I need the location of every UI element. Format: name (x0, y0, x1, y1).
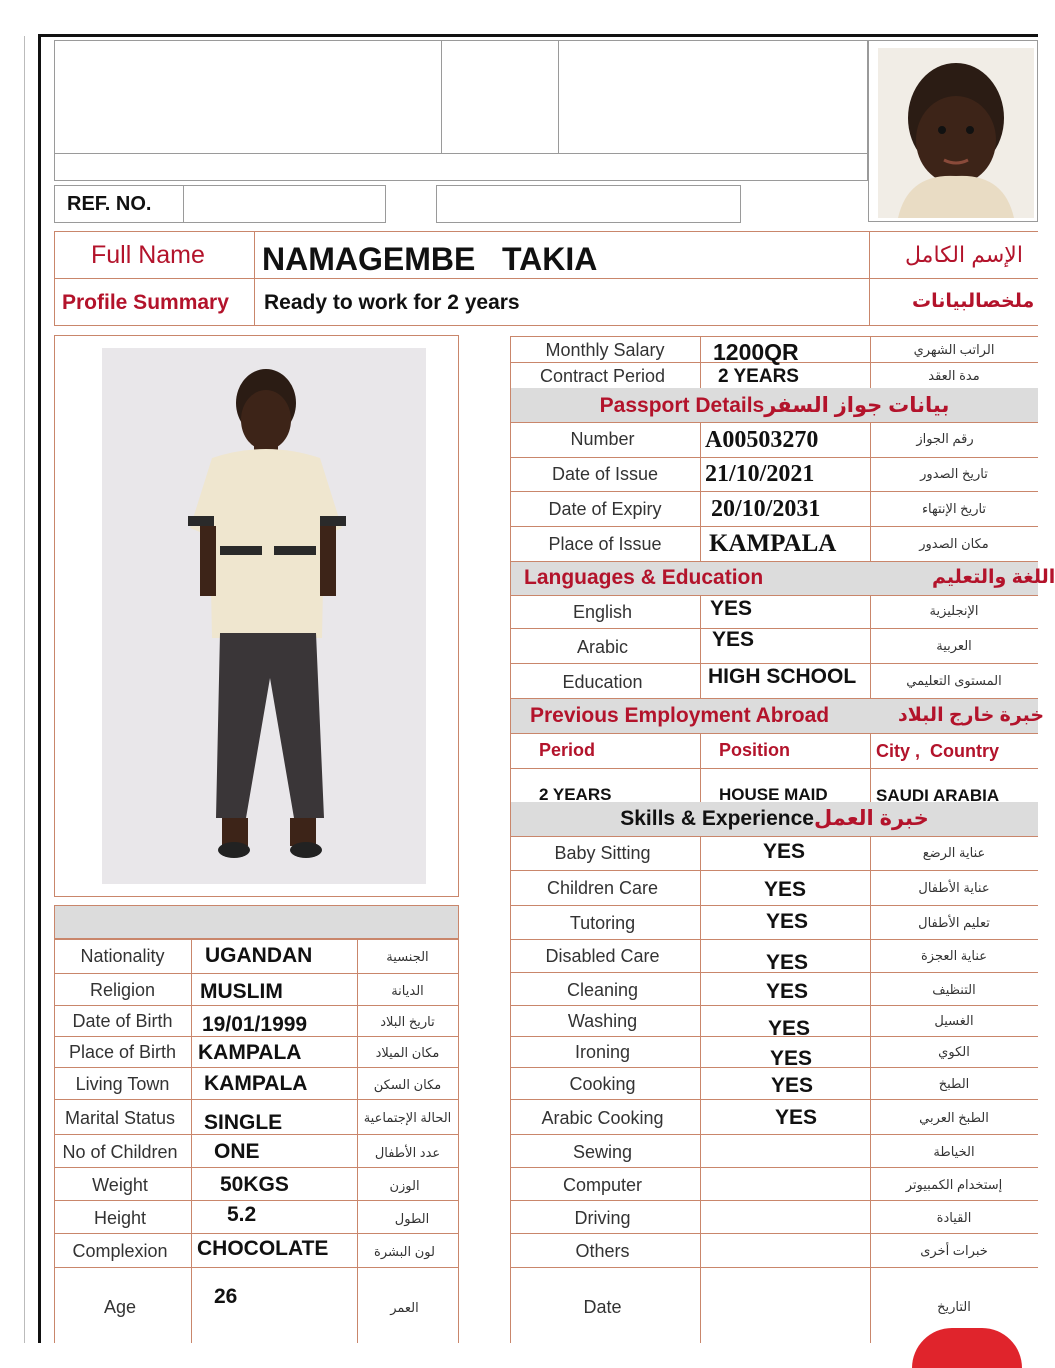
header-divider-h (54, 153, 868, 154)
header-divider-1 (441, 40, 442, 154)
skill-arabic-baby-sitting: عناية الرضع (922, 845, 986, 860)
header-divider-2 (558, 40, 559, 154)
full-name-value: NAMAGEMBE TAKIA (262, 241, 598, 277)
skill-label-disabled-care: Disabled Care (545, 946, 660, 966)
name-block-mid (54, 278, 1038, 279)
right-row-divider (510, 939, 1038, 940)
contract-label-period: Contract Period (539, 366, 666, 386)
right-row-divider (510, 1005, 1038, 1006)
right-row-divider (510, 1134, 1038, 1135)
skill-label-arabic-cooking: Arabic Cooking (541, 1108, 664, 1128)
personal-arabic-height: الطول (394, 1211, 430, 1226)
skill-value-baby-sitting: YES (763, 840, 806, 863)
skill-value-children-care: YES (764, 878, 807, 901)
profile-summary-value: Ready to work for 2 years (264, 291, 520, 314)
personal-arabic-no-of-children: عدد الأطفال (374, 1145, 441, 1160)
employment-country: SAUDI ARABIA (876, 786, 1000, 805)
contract-label-salary: Monthly Salary (545, 340, 665, 360)
personal-arabic-weight: الوزن (389, 1178, 420, 1193)
right-row-divider (510, 526, 1038, 527)
passport-label-place: Place of Issue (548, 534, 662, 554)
skill-arabic-computer: إستخدام الكمبيوتر (905, 1177, 1003, 1192)
personal-row-divider (54, 1267, 459, 1268)
personal-arabic-nationality: الجنسية (386, 949, 429, 964)
contract-value-salary: 1200QR (713, 339, 799, 365)
lang-label-arabic: Arabic (576, 637, 629, 657)
personal-row-divider (54, 1099, 459, 1100)
right-row-divider (510, 1267, 1038, 1268)
employment-position: HOUSE MAID (719, 785, 828, 804)
skill-arabic-cooking: الطبخ (938, 1076, 970, 1091)
skill-value-ironing: YES (770, 1047, 813, 1070)
skill-arabic-cleaning: التنظيف (932, 982, 976, 997)
lang-value-education: HIGH SCHOOL (708, 665, 857, 688)
personal-label-nationality: Nationality (80, 946, 165, 966)
personal-row-divider (54, 1233, 459, 1234)
personal-value-date-of-birth: 19/01/1999 (202, 1013, 308, 1036)
lang-value-english: YES (710, 597, 753, 620)
personal-label-height: Height (93, 1208, 147, 1228)
full-name-label: Full Name (91, 241, 205, 269)
personal-arabic-age: العمر (390, 1300, 419, 1315)
skill-label-cooking: Cooking (569, 1074, 636, 1094)
employment-title: Previous Employment Abroad (530, 704, 830, 727)
personal-value-height: 5.2 (227, 1203, 257, 1226)
page-left-rule (24, 36, 25, 1343)
personal-value-age: 26 (214, 1285, 238, 1308)
passport-value-expiry: 20/10/2031 (711, 496, 821, 522)
personal-arabic-marital-status: الحالة الإجتماعية (363, 1110, 452, 1125)
employment-col-position: Position (719, 740, 790, 760)
personal-row-divider (54, 1067, 459, 1068)
personal-row-divider (54, 973, 459, 974)
skill-value-disabled-care: YES (766, 951, 809, 974)
personal-row-divider (54, 1005, 459, 1006)
header-box (54, 40, 868, 181)
skills-title-ar: خبرة العمل (814, 807, 929, 830)
skill-arabic-disabled-care: عناية العجزة (920, 948, 988, 963)
personal-arabic-living-town: مكان السكن (373, 1077, 442, 1092)
skill-arabic-driving: القيادة (936, 1210, 972, 1225)
passport-label-expiry: Date of Expiry (548, 499, 662, 519)
name-block-col2 (869, 231, 870, 326)
skill-label-ironing: Ironing (574, 1042, 631, 1062)
right-row-divider (510, 628, 1038, 629)
employment-col-city: City , Country (876, 741, 1000, 761)
right-col-divider (700, 422, 701, 562)
lang-arabic-arabic: العربية (936, 638, 972, 653)
personal-value-religion: MUSLIM (200, 980, 283, 1003)
right-row-divider (510, 1200, 1038, 1201)
page-frame-top (38, 34, 1038, 37)
personal-value-place-of-birth: KAMPALA (198, 1041, 302, 1064)
portrait-photo (878, 48, 1034, 218)
profile-summary-label: Profile Summary (62, 291, 229, 314)
ref-number-field (183, 185, 386, 223)
personal-row-divider (54, 1167, 459, 1168)
personal-value-marital-status: SINGLE (204, 1111, 283, 1134)
passport-label-issue: Date of Issue (551, 464, 659, 484)
skill-label-baby-sitting: Baby Sitting (554, 843, 651, 863)
ref-extra-field (436, 185, 741, 223)
profile-summary-arabic: ملخصالبيانات (912, 291, 1035, 312)
passport-title (511, 393, 1038, 418)
skill-arabic-sewing: الخياطة (933, 1144, 975, 1159)
right-col-divider (700, 595, 701, 699)
full-body-photo (102, 348, 426, 884)
skill-arabic-others: خبرات أخرى (920, 1243, 988, 1258)
skill-arabic-tutoring: تعليم الأطفال (918, 915, 990, 930)
skill-label-cleaning: Cleaning (566, 980, 639, 1000)
skill-value-tutoring: YES (766, 910, 809, 933)
passport-title-ar: بيانات جواز السفر (764, 394, 950, 417)
right-row-divider (510, 491, 1038, 492)
right-row-divider (510, 1233, 1038, 1234)
employment-col-period: Period (539, 740, 596, 760)
full-name-arabic: الإسم الكامل (905, 242, 1023, 267)
personal-label-place-of-birth: Place of Birth (68, 1042, 177, 1062)
lang-label-english: English (572, 602, 633, 622)
lang-arabic-english: الإنجليزية (929, 603, 979, 618)
skill-label-sewing: Sewing (572, 1142, 633, 1162)
personal-value-living-town: KAMPALA (204, 1072, 308, 1095)
right-row-divider (510, 905, 1038, 906)
right-col-divider (870, 733, 871, 802)
right-row-divider (510, 836, 1038, 837)
contract-arabic-period: مدة العقد (928, 368, 980, 383)
personal-label-date-of-birth: Date of Birth (72, 1011, 173, 1031)
skill-arabic-children-care: عناية الأطفال (918, 880, 990, 895)
skills-title (511, 806, 1038, 831)
page-frame-left (38, 34, 41, 1343)
personal-row-divider (54, 1200, 459, 1201)
contract-arabic-salary: الراتب الشهري (913, 342, 995, 357)
right-col-divider (700, 336, 701, 388)
skills-title-en: Skills & Experience (620, 807, 814, 830)
right-row-divider (510, 768, 1038, 769)
right-row-divider (510, 422, 1038, 423)
right-row-divider (510, 870, 1038, 871)
personal-label-marital-status: Marital Status (64, 1108, 176, 1128)
personal-col1 (191, 939, 192, 1343)
employment-period: 2 YEARS (539, 785, 612, 804)
personal-label-complexion: Complexion (72, 1241, 168, 1261)
right-row-divider (510, 595, 1038, 596)
right-col-divider (700, 836, 701, 1343)
skill-label-tutoring: Tutoring (569, 913, 636, 933)
personal-label-religion: Religion (89, 980, 156, 1000)
right-row-divider (510, 733, 1038, 734)
personal-label-no-of-children: No of Children (62, 1142, 178, 1162)
right-row-divider (510, 1167, 1038, 1168)
skill-arabic-washing: الغسيل (934, 1013, 974, 1028)
skill-value-arabic-cooking: YES (775, 1106, 818, 1129)
personal-arabic-complexion: لون البشرة (374, 1244, 435, 1259)
personal-value-weight: 50KGS (220, 1173, 289, 1196)
personal-value-nationality: UGANDAN (205, 944, 313, 967)
lang-arabic-education: المستوى التعليمي (906, 673, 1002, 688)
passport-value-number: A00503270 (705, 427, 819, 453)
lang-value-arabic: YES (712, 628, 755, 651)
skill-label-driving: Driving (574, 1208, 631, 1228)
personal-value-no-of-children: ONE (214, 1140, 260, 1163)
passport-label-number: Number (570, 429, 635, 449)
skill-label-washing: Washing (567, 1011, 638, 1031)
skill-label-date: Date (583, 1297, 622, 1317)
skill-value-cooking: YES (771, 1074, 814, 1097)
personal-table-header (54, 905, 459, 939)
contract-value-period: 2 YEARS (718, 366, 799, 387)
languages-title: Languages & Education (524, 566, 764, 589)
skill-label-children-care: Children Care (546, 878, 659, 898)
personal-value-complexion: CHOCOLATE (197, 1237, 329, 1260)
personal-arabic-place-of-birth: مكان الميلاد (375, 1045, 440, 1060)
passport-title-en: Passport Details (599, 394, 765, 417)
personal-arabic-date-of-birth: تاريخ البلاد (380, 1014, 435, 1029)
passport-arabic-number: رقم الجواز (916, 431, 974, 446)
ref-label: REF. NO. (67, 193, 152, 215)
personal-label-age: Age (103, 1297, 137, 1317)
right-row-divider (510, 1099, 1038, 1100)
skill-label-others: Others (575, 1241, 630, 1261)
passport-value-place: KAMPALA (709, 530, 837, 557)
skill-label-computer: Computer (562, 1175, 643, 1195)
passport-arabic-issue: تاريخ الصدور (920, 466, 988, 481)
lang-label-education: Education (562, 672, 643, 692)
name-block-col1 (254, 231, 255, 326)
skill-arabic-arabic-cooking: الطبخ العربي (919, 1110, 989, 1125)
skill-arabic-date: التاريخ (937, 1299, 971, 1314)
passport-arabic-expiry: تاريخ الإنتهاء (921, 501, 987, 516)
personal-label-weight: Weight (92, 1175, 148, 1195)
personal-col2 (357, 939, 358, 1343)
skill-value-washing: YES (768, 1017, 811, 1040)
skill-value-cleaning: YES (766, 980, 809, 1003)
right-row-divider (510, 457, 1038, 458)
personal-arabic-religion: الديانة (391, 983, 424, 998)
personal-label-living-town: Living Town (75, 1074, 170, 1094)
employment-title-arabic: خبرة خارج البلاد (898, 705, 1045, 726)
languages-title-arabic: اللغة والتعليم (932, 567, 1055, 588)
passport-value-issue: 21/10/2021 (705, 461, 815, 487)
right-col-divider (700, 733, 701, 802)
right-row-divider (510, 663, 1038, 664)
passport-arabic-place: مكان الصدور (919, 536, 989, 551)
skill-arabic-ironing: الكوي (938, 1044, 970, 1059)
